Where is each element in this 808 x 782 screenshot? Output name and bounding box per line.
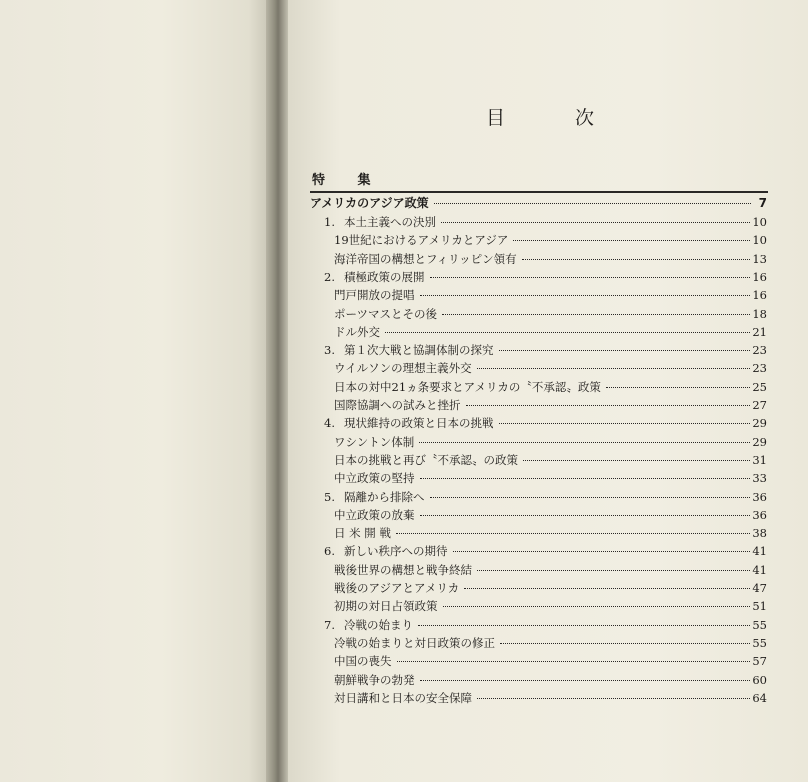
toc-entry-label: 冷戦の始まりと対日政策の修正 bbox=[334, 635, 495, 650]
toc-entry[interactable] bbox=[324, 544, 767, 558]
toc-entry-label: ポーツマスとその後 bbox=[334, 306, 438, 321]
toc-entry[interactable] bbox=[334, 636, 767, 650]
toc-entry-page: 18 bbox=[752, 306, 767, 321]
leader-dots bbox=[396, 532, 750, 534]
toc-entry[interactable] bbox=[334, 252, 767, 266]
leader-dots bbox=[477, 569, 750, 571]
toc-entry[interactable] bbox=[324, 215, 767, 229]
toc-entry-label: ウイルソンの理想主義外交 bbox=[334, 361, 472, 376]
section-divider bbox=[310, 191, 768, 193]
toc-entry-page: 25 bbox=[752, 379, 767, 394]
toc-entry-label: 19世紀におけるアメリカとアジア bbox=[334, 233, 509, 248]
leader-dots bbox=[500, 642, 750, 644]
toc-entry[interactable] bbox=[334, 398, 767, 412]
toc-entry-page: 55 bbox=[752, 635, 767, 650]
toc-entry[interactable] bbox=[334, 288, 767, 302]
leader-dots bbox=[523, 459, 750, 461]
leader-dots bbox=[499, 422, 751, 424]
leader-dots bbox=[477, 697, 750, 699]
show-through-mark bbox=[160, 150, 186, 211]
toc-entry-label: 中立政策の放棄 bbox=[334, 507, 415, 522]
toc-entry-label: 海洋帝国の構想とフィリッピン領有 bbox=[334, 251, 517, 266]
book-gutter bbox=[266, 0, 288, 782]
toc-entry-label: 国際協調への試みと挫折 bbox=[334, 398, 461, 412]
toc-entry[interactable] bbox=[334, 508, 767, 522]
toc-entry[interactable] bbox=[334, 325, 767, 339]
toc-entry-label: 隔離から排除へ bbox=[344, 489, 425, 504]
toc-entry[interactable] bbox=[334, 599, 767, 613]
toc-entry-page: 33 bbox=[752, 471, 767, 486]
leader-dots bbox=[418, 624, 750, 626]
toc-entry-number: 6. bbox=[324, 544, 335, 559]
toc-entry-label: 積極政策の展開 bbox=[344, 269, 425, 284]
toc-entry-page: 10 bbox=[752, 233, 767, 248]
toc-entry[interactable] bbox=[334, 471, 767, 485]
toc-entry[interactable] bbox=[334, 654, 767, 668]
left-page bbox=[0, 0, 270, 782]
toc-title-char: 次 bbox=[574, 107, 596, 129]
leader-dots bbox=[420, 679, 751, 681]
leader-dots bbox=[499, 349, 751, 351]
toc-entry-page: 31 bbox=[752, 452, 767, 467]
toc-entry-label: 新しい秩序への期待 bbox=[344, 544, 448, 559]
toc-entry-page: 41 bbox=[752, 562, 767, 577]
toc-entry-label: ワシントン体制 bbox=[334, 434, 415, 449]
toc-entry-number: 4. bbox=[324, 416, 335, 431]
toc-entry-page: 41 bbox=[752, 544, 767, 559]
toc-entry[interactable] bbox=[324, 618, 767, 632]
toc-entry-page: 38 bbox=[752, 526, 767, 541]
toc-entry[interactable] bbox=[334, 673, 767, 687]
toc-entry-page: 60 bbox=[752, 672, 767, 687]
toc-entry-number: 7. bbox=[324, 617, 335, 632]
toc-entry-label: 初期の対日占領政策 bbox=[334, 599, 438, 614]
toc-entry-number: 2. bbox=[324, 269, 335, 284]
toc-entry-label: アメリカのアジア政策 bbox=[310, 196, 429, 210]
leader-dots bbox=[522, 258, 751, 260]
leader-dots bbox=[453, 550, 751, 552]
toc-entry-label: 日本の挑戦と再び〝不承認〟の政策 bbox=[334, 452, 518, 467]
toc-entry-page: 23 bbox=[752, 361, 767, 376]
toc-entry-page: 29 bbox=[752, 416, 767, 431]
leader-dots bbox=[419, 441, 750, 443]
toc-entry-number: 3. bbox=[324, 343, 335, 358]
leader-dots bbox=[443, 605, 751, 607]
toc-entry-page: 13 bbox=[752, 251, 767, 266]
toc-entry-page: 7 bbox=[758, 196, 767, 210]
toc-entry-page: 16 bbox=[752, 269, 767, 284]
toc-entry[interactable] bbox=[334, 435, 767, 449]
toc-entry-label: 本土主義への決別 bbox=[344, 215, 436, 229]
toc-entry-label: 中国の喪失 bbox=[334, 654, 392, 669]
toc-entry-page: 23 bbox=[752, 343, 767, 358]
toc-entry-label: 対日講和と日本の安全保障 bbox=[334, 690, 472, 705]
toc-entry-page: 36 bbox=[752, 507, 767, 522]
toc-entry[interactable] bbox=[334, 233, 767, 247]
leader-dots bbox=[430, 496, 751, 498]
leader-dots bbox=[464, 587, 750, 589]
toc-entry[interactable] bbox=[334, 307, 767, 321]
toc-entry-label: 朝鮮戦争の勃発 bbox=[334, 672, 415, 687]
toc-entry-page: 64 bbox=[752, 690, 767, 705]
toc-entry[interactable] bbox=[334, 361, 767, 375]
toc-entry[interactable] bbox=[334, 380, 767, 394]
leader-dots bbox=[420, 477, 751, 479]
leader-dots bbox=[441, 221, 750, 223]
leader-dots bbox=[606, 386, 751, 388]
toc-entry-page: 51 bbox=[752, 599, 767, 614]
toc-entry[interactable] bbox=[334, 691, 767, 705]
toc-entry-main[interactable] bbox=[310, 196, 767, 210]
toc-title-char: 目 bbox=[486, 107, 508, 129]
toc-entry-number: 1. bbox=[324, 215, 335, 229]
toc-entry-label: 日 米 開 戦 bbox=[334, 526, 391, 541]
toc-entry-page: 29 bbox=[752, 434, 767, 449]
toc-entry-page: 57 bbox=[752, 654, 767, 669]
leader-dots bbox=[477, 367, 751, 369]
leader-dots bbox=[385, 331, 750, 333]
toc-entry-label: 門戸開放の提唱 bbox=[334, 288, 415, 303]
toc-entry-label: 現状維持の政策と日本の挑戦 bbox=[344, 416, 494, 431]
toc-entry-page: 10 bbox=[752, 215, 767, 229]
toc-entry[interactable] bbox=[334, 581, 767, 595]
leader-dots bbox=[420, 514, 751, 516]
leader-dots bbox=[420, 294, 751, 296]
toc-entry[interactable] bbox=[334, 526, 767, 540]
toc-entry-label: 戦後世界の構想と戦争終結 bbox=[334, 562, 472, 577]
leader-dots bbox=[434, 202, 751, 204]
leader-dots bbox=[466, 404, 751, 406]
toc-entry[interactable] bbox=[324, 270, 767, 284]
toc-entry-page: 27 bbox=[752, 398, 767, 412]
toc-entry-label: 第１次大戦と協調体制の探究 bbox=[344, 343, 494, 358]
leader-dots bbox=[442, 313, 750, 315]
toc-entry-page: 16 bbox=[752, 288, 767, 303]
toc-entry[interactable] bbox=[324, 343, 767, 357]
leader-dots bbox=[513, 239, 750, 241]
leader-dots bbox=[430, 276, 751, 278]
toc-entry-label: 日本の対中21ヵ条要求とアメリカの〝不承認〟政策 bbox=[334, 379, 601, 394]
toc-entry-page: 55 bbox=[752, 617, 767, 632]
leader-dots bbox=[397, 660, 751, 662]
toc-entry-number: 5. bbox=[324, 489, 335, 504]
toc-entry-page: 21 bbox=[752, 324, 767, 339]
toc-entry[interactable] bbox=[324, 416, 767, 430]
toc-entry[interactable] bbox=[324, 490, 767, 504]
toc-entry-label: 中立政策の堅持 bbox=[334, 471, 415, 486]
toc-entry-label: 冷戦の始まり bbox=[344, 617, 413, 632]
toc-entry-label: 戦後のアジアとアメリカ bbox=[334, 581, 460, 595]
section-heading: 特 集 bbox=[312, 173, 385, 188]
toc-title bbox=[486, 103, 596, 130]
toc-entry-label: ドル外交 bbox=[334, 324, 380, 339]
toc-entry-page: 47 bbox=[752, 581, 767, 595]
toc-entry-page: 36 bbox=[752, 489, 767, 504]
toc-entry[interactable] bbox=[334, 453, 767, 467]
toc-entry[interactable] bbox=[334, 563, 767, 577]
